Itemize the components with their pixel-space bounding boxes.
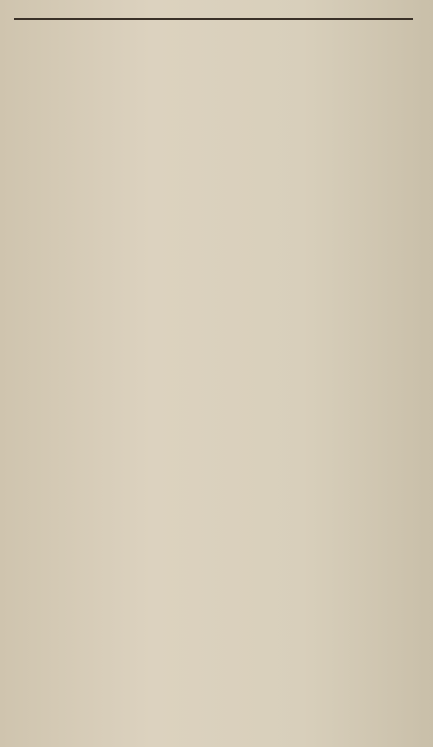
section-divider	[14, 18, 413, 20]
